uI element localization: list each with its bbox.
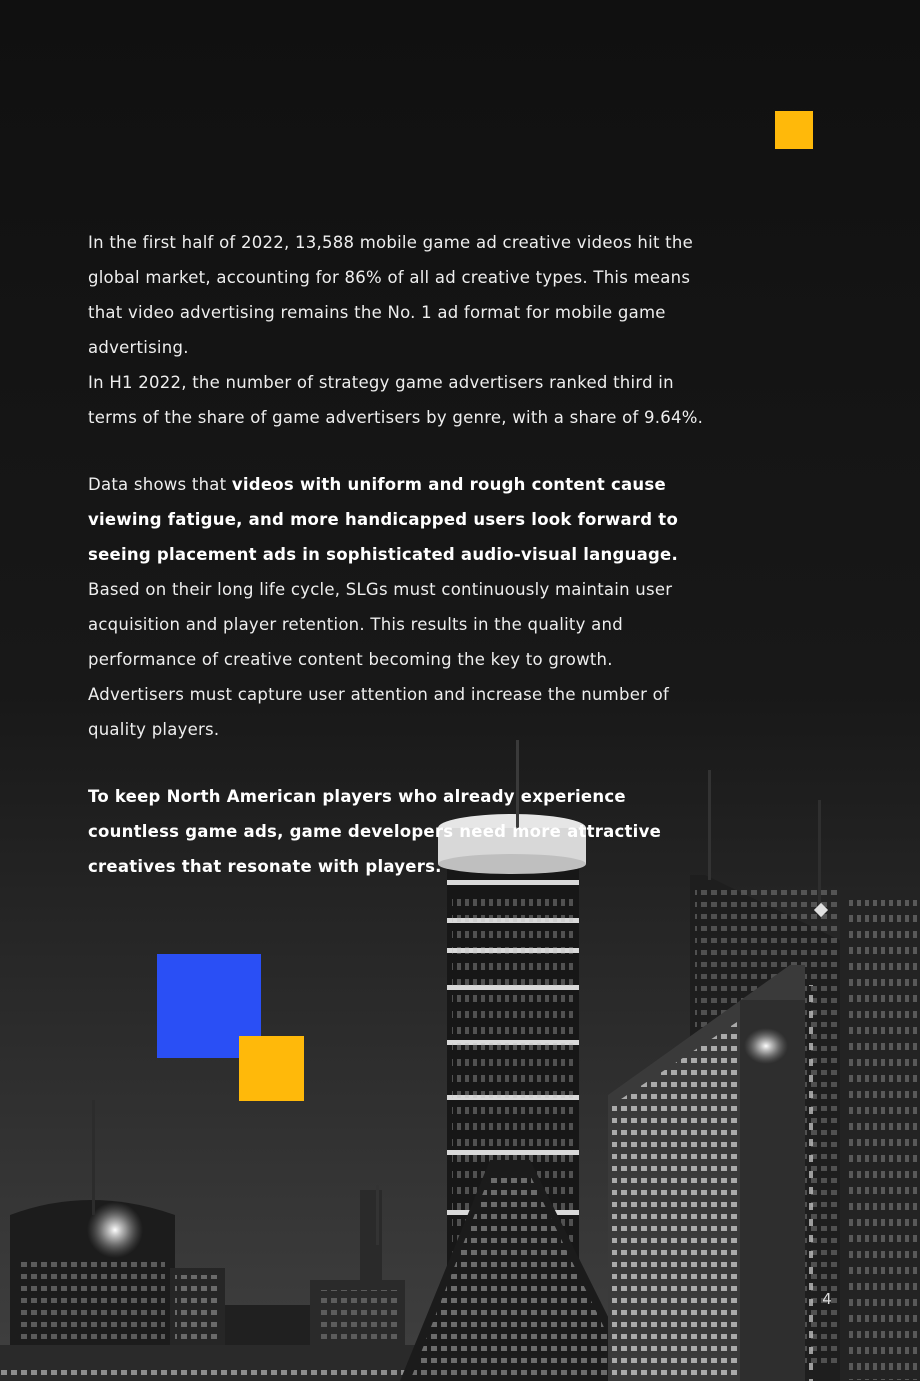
paragraph-1-line-2: In H1 2022, the number of strategy game advertisers ranked third in terms of the share of game advertisers by genre, with a share of 9.64%. [88, 373, 704, 427]
page-number: 4 [822, 1290, 832, 1308]
body-text [88, 225, 708, 916]
paragraph-2 [88, 467, 708, 747]
paragraph-2-rest: Based on their long life cycle, SLGs must continuously maintain user acquisition and player retention. This results in the quality and performance of creative content becoming the key to growth. Advertisers must capture user attention and increase the number of quality players. [88, 580, 673, 739]
paragraph-2-highlight: videos with uniform and rough content cause viewing fatigue, and more handicapped users look forward to seeing placement ads in sophisticated audio-visual language. [88, 475, 679, 564]
paragraph-3 [88, 779, 708, 884]
paragraph-3-highlight: To keep North American players who already experience countless game ads, game developers need more attractive creatives that resonate with players. [88, 787, 662, 876]
decorative-yellow-square-top [775, 111, 813, 149]
paragraph-1 [88, 225, 708, 435]
paragraph-2-lead: Data shows that [88, 475, 232, 494]
decorative-yellow-square [239, 1036, 304, 1101]
paragraph-1-line-1: In the first half of 2022, 13,588 mobile game ad creative videos hit the global market, accounting for 86% of all ad creative types. This means that video advertising remains the No. 1 ad format for mobile game advertising. [88, 233, 693, 357]
